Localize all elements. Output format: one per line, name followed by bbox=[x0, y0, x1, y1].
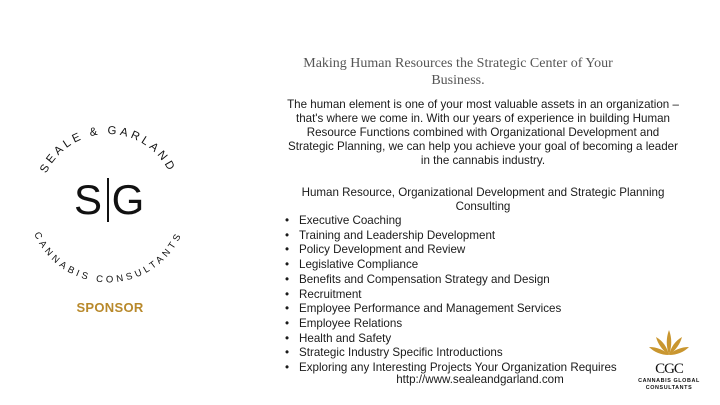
website-link[interactable]: http://www.sealeandgarland.com bbox=[396, 373, 564, 386]
intro-paragraph: The human element is one of your most valuable assets in an organization – that's where we come in. With our years of experience in building Human Resource Functions combined with Organizational Development and Strategic Planning, we can help you achieve your goal of becoming a leader in the cannabis industry. bbox=[287, 98, 679, 167]
logo-monogram-g: G bbox=[111, 176, 145, 223]
cgc-name-line1: CANNABIS GLOBAL bbox=[638, 378, 700, 384]
list-item: • Strategic Industry Specific Introductions bbox=[283, 346, 617, 361]
sponsor-label: SPONSOR bbox=[76, 300, 144, 315]
list-item: • Exploring any Interesting Projects Your Organization Requires bbox=[283, 361, 617, 376]
cgc-name-line2: CONSULTANTS bbox=[645, 385, 693, 391]
list-item: • Benefits and Compensation Strategy and Design bbox=[283, 273, 617, 288]
list-item: • Recruitment bbox=[283, 288, 617, 303]
list-item: • Employee Performance and Management Services bbox=[283, 302, 617, 317]
list-item: • Legislative Compliance bbox=[283, 258, 617, 273]
list-item: • Policy Development and Review bbox=[283, 243, 617, 258]
cannabis-leaf-icon bbox=[636, 328, 702, 378]
seale-garland-emblem bbox=[18, 110, 198, 290]
list-item: • Training and Leadership Development bbox=[283, 229, 617, 244]
logo-arc-top-text: SEALE & GARLAND bbox=[38, 124, 178, 176]
list-item: • Executive Coaching bbox=[283, 214, 617, 229]
seale-garland-logo bbox=[18, 110, 198, 290]
cgc-monogram: CGC bbox=[655, 361, 683, 377]
logo-arc-bottom-text: CANNABIS CONSULTANTS bbox=[31, 230, 185, 286]
services-title: Human Resource, Organizational Development and Strategic Planning Consulting bbox=[301, 186, 665, 213]
page-headline: Making Human Resources the Strategic Center of Your Business. bbox=[303, 56, 613, 88]
services-list bbox=[283, 214, 617, 376]
cgc-logo bbox=[636, 328, 702, 402]
list-item: • Health and Safety bbox=[283, 332, 617, 347]
list-item: • Employee Relations bbox=[283, 317, 617, 332]
logo-monogram-s: S bbox=[73, 176, 103, 223]
